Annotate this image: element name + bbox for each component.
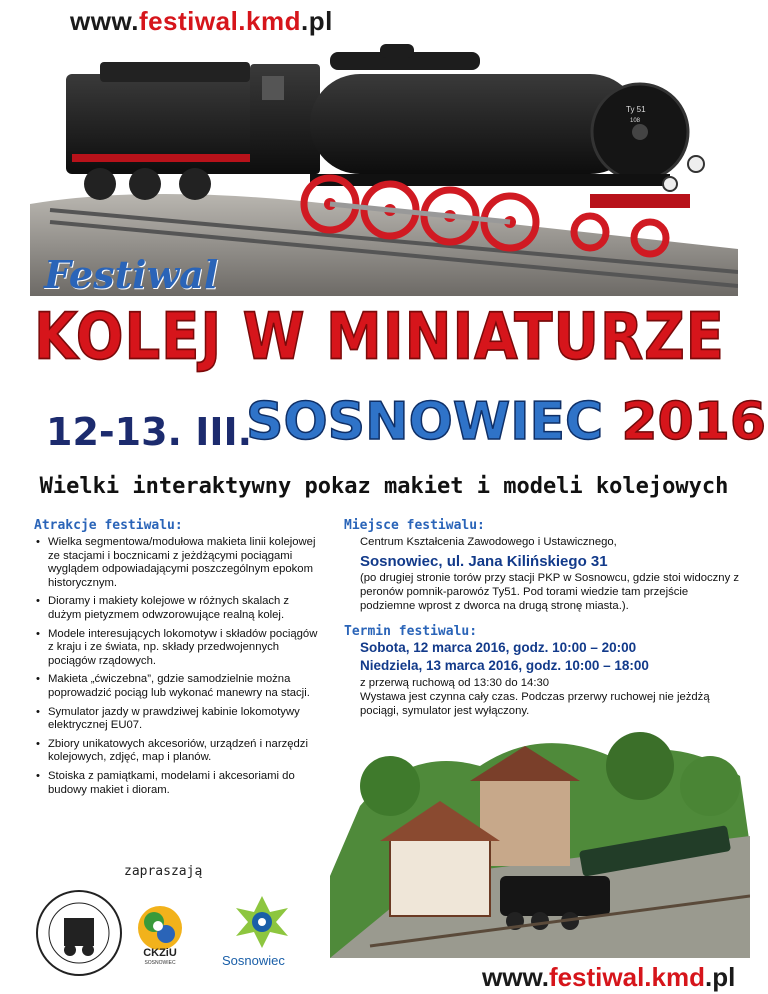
ckziu-sub: SOSNOWIEC — [144, 960, 176, 966]
schedule-note — [360, 676, 740, 718]
attraction-item: • Symulator jazdy w prawdziwej kabinie lokomotywy elektrycznej EU07. — [34, 706, 324, 733]
festival-year: 2016 — [621, 392, 767, 452]
attraction-item: • Makieta „ćwiczebna”, gdzie samodzielnie można poprowadzić pociąg lub wykonać manewry na stacji. — [34, 673, 324, 700]
location-heading: Miejsce festiwalu: — [344, 518, 485, 533]
festiwal-label: Festiwal — [44, 252, 219, 297]
location-institution: Centrum Kształcenia Zawodowego i Ustawicznego, — [360, 536, 617, 548]
attractions-list — [34, 536, 324, 802]
schedule-day2: Niedziela, 13 marca 2016, godz. 10:00 – 18:00 — [360, 658, 649, 673]
sosnowiec-logo — [222, 892, 302, 952]
attraction-item: • Modele interesujących lokomotyw i składów pociągów z kraju i ze świata, np. składy przedwojennych pociągów rządowych. — [34, 628, 324, 669]
attraction-item: • Dioramy i makiety kolejowe w różnych skalach z dużym pietyzmem odwzorowujące realną kolej. — [34, 595, 324, 622]
url-bottom[interactable]: www.festiwal.kmd.pl — [482, 962, 736, 992]
loco-number: Ty 51 — [626, 105, 646, 114]
invite-text: zapraszają — [124, 864, 203, 879]
location-address: Sosnowiec, ul. Jana Kilińskiego 31 — [360, 553, 608, 570]
festival-city-year — [246, 392, 766, 452]
ckziu-name: CKZiU — [143, 947, 177, 959]
festival-city: SOSNOWIEC — [246, 392, 604, 452]
schedule-heading: Termin festiwalu: — [344, 624, 478, 639]
attractions-heading: Atrakcje festiwalu: — [34, 518, 183, 533]
festival-dates: 12-13. III. — [46, 410, 253, 454]
tagline: Wielki interaktywny pokaz makiet i modeli kolejowych — [39, 474, 729, 499]
url-top[interactable]: www.festiwal.kmd.pl — [70, 6, 333, 36]
sosnowiec-name: Sosnowiec — [222, 953, 285, 968]
attraction-item: • Wielka segmentowa/modułowa makieta linii kolejowej ze stacjami i bocznicami z jeżdżącymi pociągami wyglądem odpowiadającymi poszczególnym epokom historycznym. — [34, 536, 324, 590]
loco-number-2: 108 — [630, 118, 641, 124]
schedule-break: z przerwą ruchową od 13:30 do 14:30 — [360, 677, 550, 689]
layout-photo — [330, 726, 750, 958]
schedule-day1: Sobota, 12 marca 2016, godz. 10:00 – 20:00 — [360, 640, 637, 655]
festival-title: KOLEJ W MINIATURZE — [34, 300, 725, 375]
attraction-item: • Zbiory unikatowych akcesoriów, urządzeń i narzędzi kolejowych, zdjęć, map i planów. — [34, 738, 324, 765]
schedule-info: Wystawa jest czynna cały czas. Podczas przerwy ruchowej nie jeżdżą pociągi, symulator jest wyłączony. — [360, 691, 710, 717]
society-logo — [34, 888, 124, 978]
location-note: (po drugiej stronie torów przy stacji PKP w Sosnowcu, gdzie stoi widoczny z peronów pomnik-parowóz Ty51. Pod torami wiedzie tam przejście podziemne wprost z dworca na drugą stronę miasta.). — [360, 572, 740, 612]
attraction-item: • Stoiska z pamiątkami, modelami i akcesoriami do budowy makiet i dioram. — [34, 770, 324, 797]
